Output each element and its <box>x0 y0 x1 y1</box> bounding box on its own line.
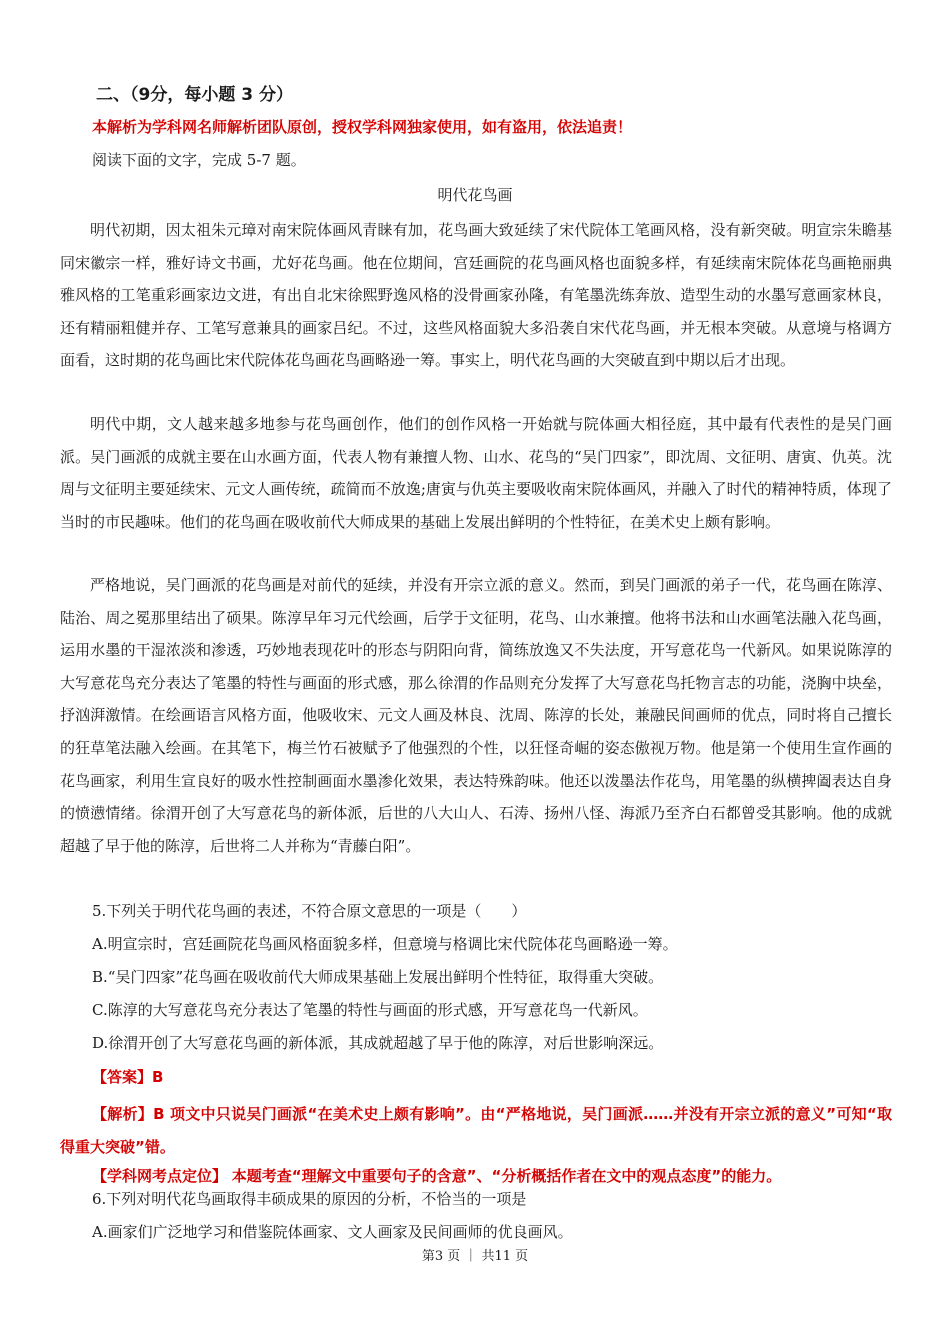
article-paragraph-3: 严格地说，吴门画派的花鸟画是对前代的延续，并没有开宗立派的意义。然而，到吴门画派的弟子一代，花鸟画在陈淳、陆治、周之冕那里结出了硕果。陈淳早年习元代绘画，后学于文征明，花鸟、山水兼擅。他将书法和山水画笔法融入花鸟画，运用水墨的干湿浓淡和渗透，巧妙地表现花叶的形态与阴阳向背，简练放逸又不失法度，开写意花鸟一代新风。如果说陈淳的大写意花鸟充分表达了笔墨的特性与画面的形式感，那么徐渭的作品则充分发挥了大写意花鸟托物言志的功能，浇胸中块垒，抒汹湃激情。在绘画语言风格方面，他吸收宋、元文人画及林良、沈周、陈淳的长处，兼融民间画师的优点，同时将自己擅长的狂草笔法融入绘画。在其笔下，梅兰竹石被赋予了他强烈的个性，以狂怪奇崛的姿态傲视万物。他是第一个使用生宣作画的花鸟画家，利用生宣良好的吸水性控制画面水墨渗化效果，表达特殊韵味。他还以泼墨法作花鸟，用笔墨的纵横捭阖表达自身的愤懑情绪。徐渭开创了大写意花鸟的新体派，后世的八大山人、石涛、扬州八怪、海派乃至齐白石都曾受其影响。他的成就超越了早于他的陈淳，后世将二人并称为“青藤白阳”。 <box>60 576 892 855</box>
section-heading: 二、（9分，每小题 3 分） <box>96 85 293 105</box>
reading-instruction: 阅读下面的文字，完成 5-7 题。 <box>92 151 306 169</box>
article-paragraph-1: 明代初期，因太祖朱元璋对南宋院体画风青睐有加，花鸟画大致延续了宋代院体工笔画风格，没有新突破。明宣宗朱瞻基同宋徽宗一样，雅好诗文书画，尤好花鸟画。他在位期间，宫廷画院的花鸟画风格也面貌多样，有延续南宋院体花鸟画艳丽典雅风格的工笔重彩画家边文进，有出自北宋徐熙野逸风格的没骨画家孙隆，有笔墨洗练奔放、造型生动的水墨写意画家林良，还有精丽粗健并存、工笔写意兼具的画家吕纪。不过，这些风格面貌大多沿袭自宋代花鸟画，并无根本突破。从意境与格调方面看，这时期的花鸟画比宋代院体花鸟画花鸟画略逊一筹。事实上，明代花鸟画的大突破直到中期以后才出现。 <box>60 221 892 370</box>
article-title: 明代花鸟画 <box>437 186 513 204</box>
question-6-stem: 6.下列对明代花鸟画取得丰硕成果的原因的分析，不恰当的一项是 <box>92 1190 527 1208</box>
question-6-option-a: A.画家们广泛地学习和借鉴院体画家、文人画家及民间画师的优良画风。 <box>92 1223 573 1241</box>
analysis-label: 【解析】 <box>92 1105 154 1123</box>
page-footer: 第3 页 ｜ 共11 页 <box>421 1249 529 1264</box>
kaodian-text: 本题考查“理解文中重要句子的含意”、“分析概括作者在文中的观点态度”的能力。 <box>231 1167 782 1185</box>
question-5-option-b: B.“吴门四家”花鸟画在吸收前代大师成果基础上发展出鲜明个性特征，取得重大突破。 <box>92 968 664 986</box>
answer-label: 【答案】 <box>92 1068 153 1086</box>
question-5-option-a: A.明宣宗时，宫廷画院花鸟画风格面貌多样，但意境与格调比宋代院体花鸟画略逊一筹。 <box>92 935 678 953</box>
question-5-option-c: C.陈淳的大写意花鸟充分表达了笔墨的特性与画面的形式感，开写意花鸟一代新风。 <box>92 1001 648 1019</box>
answer-line <box>92 1066 163 1087</box>
article-paragraph-2: 明代中期，文人越来越多地参与花鸟画创作，他们的创作风格一开始就与院体画大相径庭，其中最有代表性的是吴门画派。吴门画派的成就主要在山水画方面，代表人物有兼擅人物、山水、花鸟的“吴门四家”，即沈周、文征明、唐寅、仇英。沈周与文征明主要延续宋、元文人画传统，疏简而不放逸;唐寅与仇英主要吸收南宋院体画风，并融入了时代的精神特质，体现了当时的市民趣味。他们的花鸟画在吸收前代大师成果的基础上发展出鲜明的个性特征，在美术史上颇有影响。 <box>60 415 892 531</box>
answer-value: B <box>152 1068 164 1086</box>
question-5-stem: 5.下列关于明代花鸟画的表述，不符合原文意思的一项是（ ） <box>92 902 527 920</box>
question-5-option-d: D.徐渭开创了大写意花鸟画的新体派，其成就超越了早于他的陈淳，对后世影响深远。 <box>92 1034 664 1052</box>
copyright-notice: 本解析为学科网名师解析团队原创，授权学科网独家使用，如有盗用，依法追责！ <box>92 118 633 136</box>
kaodian-line <box>92 1165 781 1186</box>
kaodian-label: 【学科网考点定位】 <box>92 1167 228 1185</box>
analysis-block <box>60 1098 892 1164</box>
analysis-text: B 项文中只说吴门画派“在美术史上颇有影响”。由“严格地说，吴门画派……并没有开宗立派的意义”可知“取得重大突破”错。 <box>60 1105 892 1156</box>
